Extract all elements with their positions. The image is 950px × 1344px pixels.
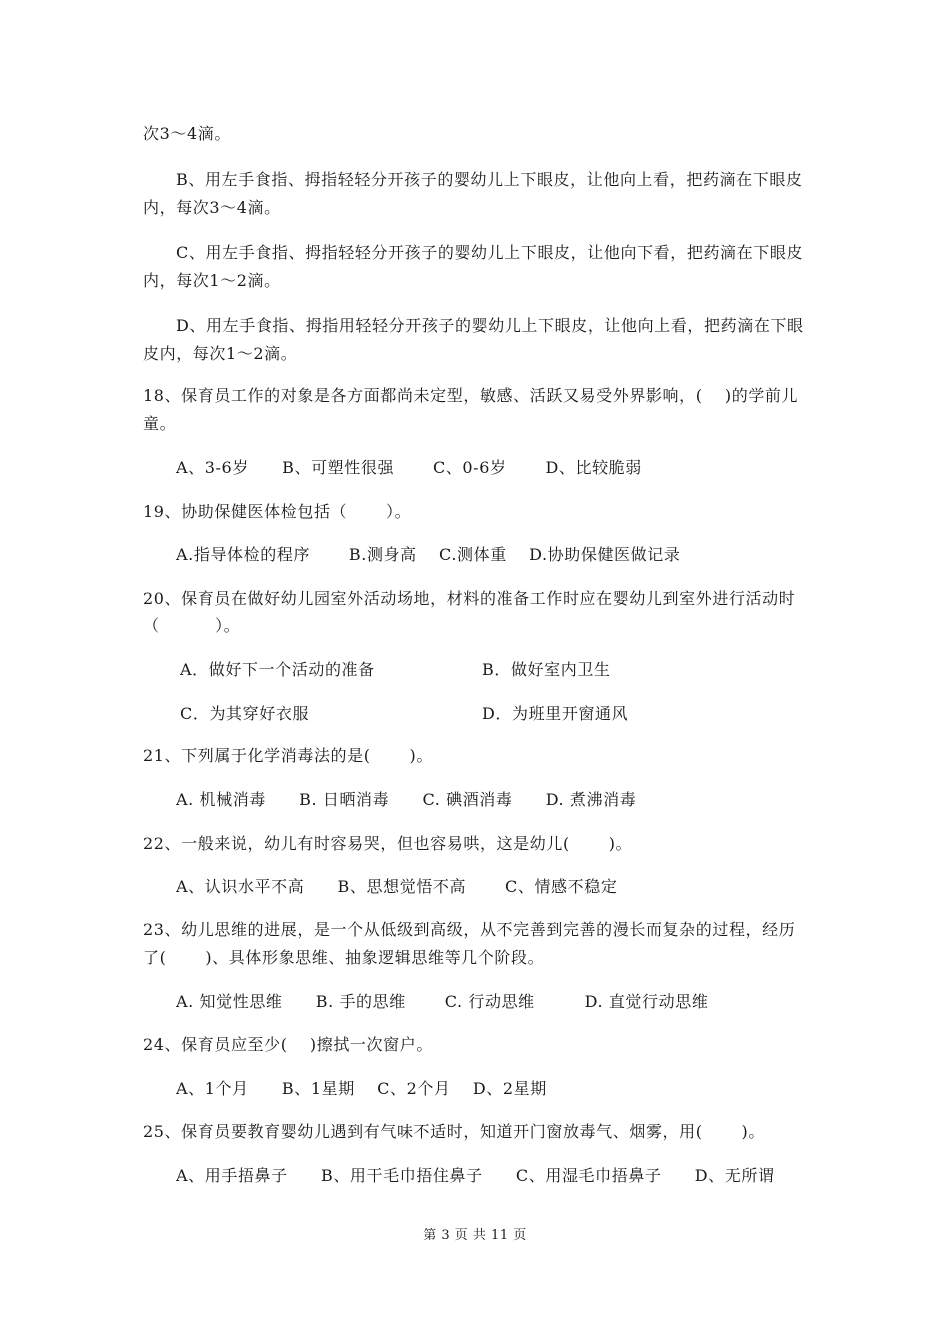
- question-25-options: A、用手捂鼻子 B、用干毛巾捂住鼻子 C、用湿毛巾捂鼻子 D、无所谓: [176, 1166, 775, 1185]
- question-20-option-c: C．为其穿好衣服: [180, 704, 310, 723]
- question-19: 19、协助保健医体检包括（ ）。: [143, 502, 412, 521]
- question-23-line2: 了( )、具体形象思维、抽象逻辑思维等几个阶段。: [143, 948, 545, 967]
- question-23-options: A. 知觉性思维 B. 手的思维 C. 行动思维 D. 直觉行动思维: [176, 992, 709, 1011]
- question-19-options: A.指导体检的程序 B.测身高 C.测体重 D.协助保健医做记录: [176, 545, 681, 564]
- answer-c-line2: 内，每次1～2滴。: [143, 271, 281, 290]
- question-18-options: A、3-6岁 B、可塑性很强 C、0-6岁 D、比较脆弱: [176, 458, 642, 477]
- page-number-footer: 第 3 页 共 11 页: [423, 1228, 527, 1243]
- question-25: 25、保育员要教育婴幼儿遇到有气味不适时，知道开门窗放毒气、烟雾，用( )。: [143, 1122, 765, 1141]
- question-21-options: A. 机械消毒 B. 日晒消毒 C. 碘酒消毒 D. 煮沸消毒: [176, 790, 637, 809]
- question-23-line1: 23、幼儿思维的进展，是一个从低级到高级，从不完善到完善的漫长而复杂的过程，经历: [143, 920, 796, 939]
- question-18-line2: 童。: [143, 414, 177, 433]
- answer-c-line1: C、用左手食指、拇指轻轻分开孩子的婴幼儿上下眼皮，让他向下看，把药滴在下眼皮: [176, 243, 804, 262]
- question-24: 24、保育员应至少( )擦拭一次窗户。: [143, 1035, 433, 1054]
- question-20-line2: （ ）。: [143, 616, 241, 635]
- question-20-option-d: D．为班里开窗通风: [482, 704, 629, 723]
- question-20-option-b: B．做好室内卫生: [482, 660, 611, 679]
- question-22: 22、一般来说，幼儿有时容易哭，但也容易哄，这是幼儿( )。: [143, 834, 633, 853]
- question-20-option-a: A．做好下一个活动的准备: [180, 660, 375, 679]
- answer-d-line1: D、用左手食指、拇指用轻轻分开孩子的婴幼儿上下眼皮，让他向上看，把药滴在下眼: [176, 316, 804, 335]
- question-21: 21、下列属于化学消毒法的是( )。: [143, 746, 433, 765]
- question-20-line1: 20、保育员在做好幼儿园室外活动场地，材料的准备工作时应在婴幼儿到室外进行活动时: [143, 589, 796, 608]
- answer-d-line2: 皮内，每次1～2滴。: [143, 344, 298, 363]
- answer-b-line1: B、用左手食指、拇指轻轻分开孩子的婴幼儿上下眼皮，让他向上看，把药滴在下眼皮: [176, 170, 803, 189]
- question-18-line1: 18、保育员工作的对象是各方面都尚未定型，敏感、活跃又易受外界影响，( )的学前儿: [143, 386, 799, 405]
- question-24-options: A、1个月 B、1星期 C、2个月 D、2星期: [176, 1079, 547, 1098]
- answer-b-line2: 内，每次3～4滴。: [143, 198, 281, 217]
- question-22-options: A、认识水平不高 B、思想觉悟不高 C、情感不稳定: [176, 877, 618, 896]
- answer-a-continuation: 次3～4滴。: [143, 124, 231, 143]
